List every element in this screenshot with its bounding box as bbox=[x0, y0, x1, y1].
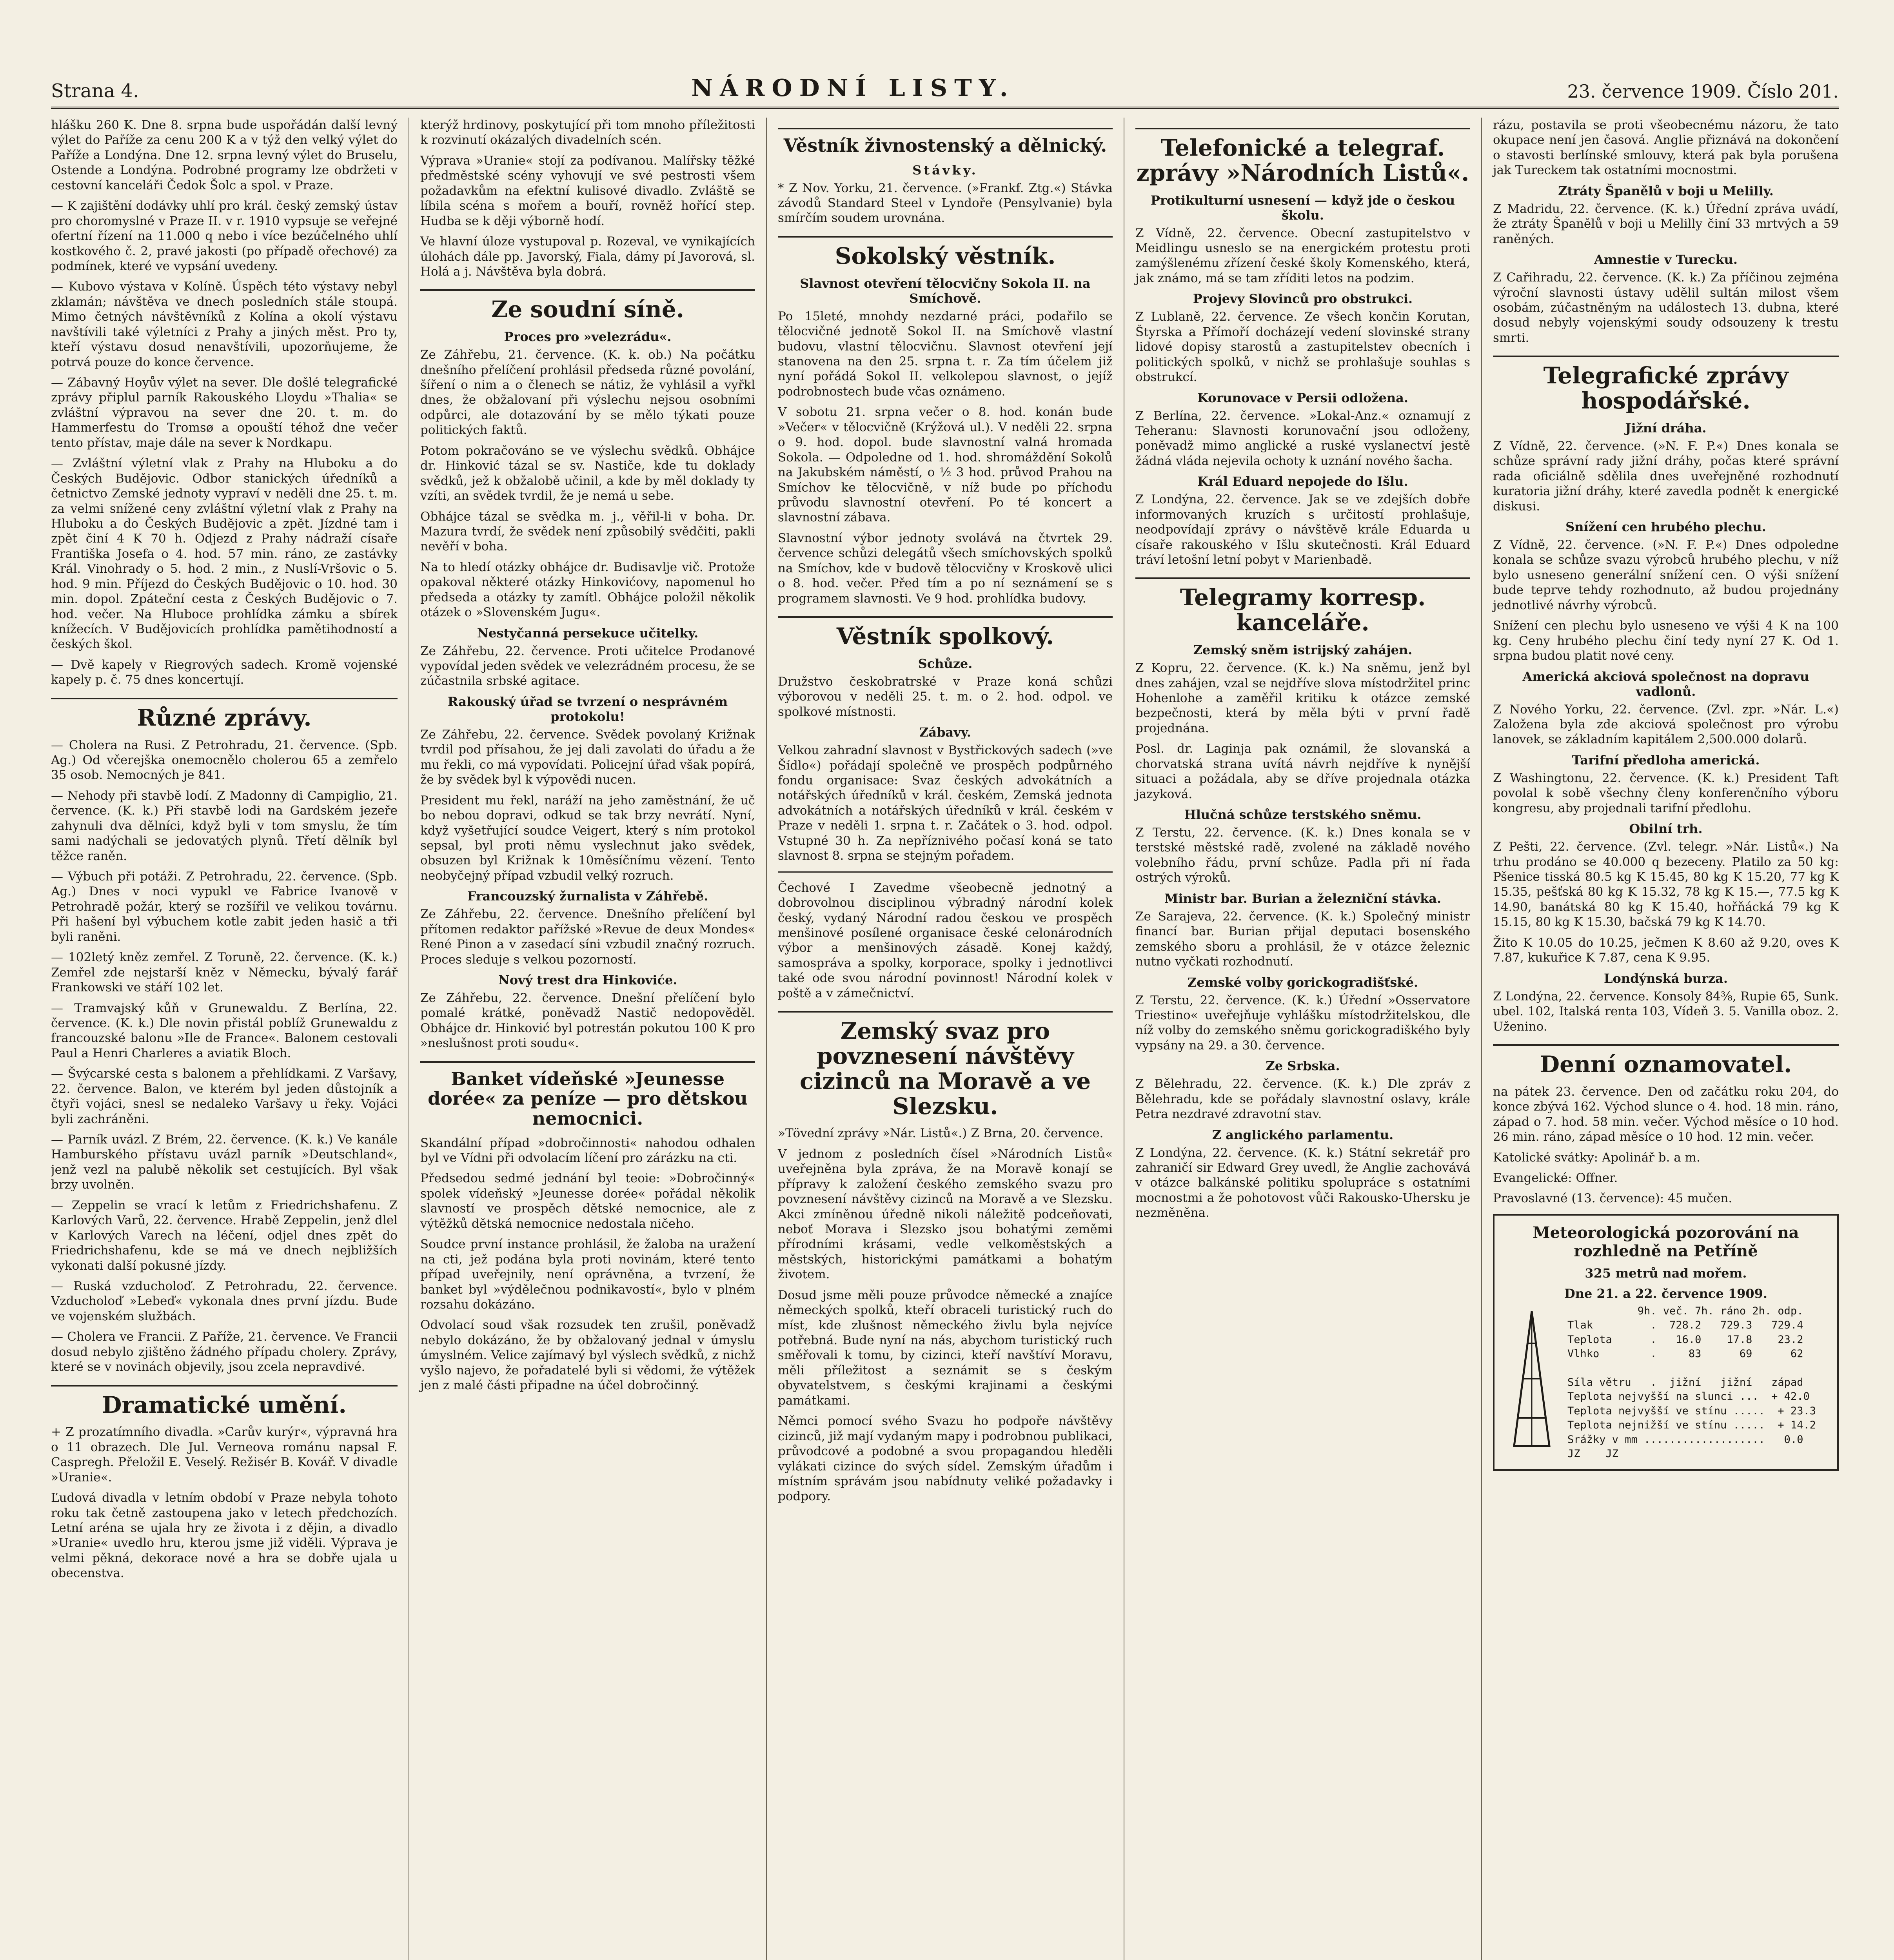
article-text: — K zajištění dodávky uhlí pro král. český zemský ústav pro choromyslné v Praze II. v r. 1910 vypsuje se veřejné ofertní řízení na 11.000 q nebo i více bezúčelného uhlí kostkového č. 2, pravé jakosti (po případě ořechové) za podmínek, které ve vypsání uvedeny. bbox=[51, 199, 398, 273]
article-text: V jednom z posledních čísel »Národních Listů« uveřejněna byla zpráva, že na Moravě konají se přípravy k založení českého zemského svazu pro povznesení návštěvy cizinců na Moravě a ve Slezsku. Akci zmíněnou úředně nikoli náležitě podceňovati, neboť Morava i Slezsko jsou bohatými zeměmi přírodními krásami, vedle velkoměstských a městských, historickými památkami a bohatým životem. bbox=[778, 1147, 1113, 1282]
article-text: hlášku 260 K. Dne 8. srpna bude uspořádán další levný výlet do Paříže za cenu 200 K a v týž den velký výlet do Paříže a Londýna. Dne 12. srpna levný výlet do Bruselu, Ostende a Londýna. Podrobné programy lze obdržeti v cestovní kanceláři Čedok Šolc a spol. v Praze. bbox=[51, 118, 398, 192]
subheading: Hlučná schůze terstského sněmu. bbox=[1184, 807, 1422, 822]
article-text: Ľudová divadla v letním období v Praze nebyla tohoto roku tak četně zastoupena jako v letech předchozích. Letní aréna se ujala hry ze života i z dějin, a divadlo »Uranie« uvedlo hru, kterou jsme již viděli. Výprava je velmi pěkná, dekorace nové a hra se dobře ujala u obecenstva. bbox=[51, 1491, 398, 1581]
article-text: Z Londýna, 22. července. Konsoly 84⅜, Rupie 65, Sunk. ubel. 102, Italská renta 103, Vídeň 3. 5. Vanilla oboz. 2. Uženino. bbox=[1493, 989, 1839, 1034]
article-text: Z Londýna, 22. července. Jak se ve zdejších dobře informovaných kruzích s určitostí prohlašuje, neodpovídají zprávy o návštěvě krále Eduarda u císaře rakouského v Išlu skutečnosti. Král Eduard tráví letošní letní pobyt v Marienbadě. bbox=[1135, 492, 1470, 567]
article-text: — Tramvajský kůň v Grunewaldu. Z Berlína, 22. července. (K. k.) Dle novin přistál poblíž Grunewaldu z francouzské balonu »Ile de France«. Balonem cestovali Paul a Henri Charleres a aviatik Bloch. bbox=[51, 1001, 398, 1060]
article-text: Z Vídně, 22. července. Obecní zastupitelstvo v Meidlingu usneslo se na energickém protestu proti zamýšlenému zřízení české školy Komenského, která, jak známo, má se tam zříditi letos na podzim. bbox=[1135, 226, 1470, 285]
masthead: NÁRODNÍ LISTY. bbox=[691, 74, 1015, 102]
article-text: kterýž hrdinovy, poskytující při tom mnoho příležitosti k rozvinutí okázalých divadelních scén. bbox=[420, 118, 755, 147]
section-heading-zemsky-svaz: Zemský svaz pro povznesení návštěvy cizinců na Moravě a ve Slezsku. bbox=[778, 1011, 1113, 1119]
article-text: V sobotu 21. srpna večer o 8. hod. konán bude »Večer« v tělocvičně (Krýžová ul.). V neděli 22. srpna o 9. hod. dopol. bude slavnostní valná hromada Sokola. — Odpoledne od 1. hod. shromáždění Sokolů na Jakubském náměstí, o ½ 3 hod. průvod Prahou na Smíchov ke tělocvičně, v níž bude po příchodu průvodu slavnostní otevření. Po té koncert a slavnostní zábava. bbox=[778, 405, 1113, 525]
subheading: Londýnská burza. bbox=[1604, 971, 1728, 986]
article-text: Žito K 10.05 do 10.25, ječmen K 8.60 až 9.20, oves K 7.87, kukuřice K 7.87, cena K 9.95. bbox=[1493, 935, 1839, 965]
subheading: Zemské volby gorickogradišťské. bbox=[1187, 975, 1418, 990]
meteorology-subtitle: 325 metrů nad mořem. bbox=[1585, 1265, 1747, 1281]
meteorology-box bbox=[1493, 1214, 1839, 1471]
article-text: Z Bělehradu, 22. července. (K. k.) Dle zpráv z Bělehradu, kde se pořádaly slavnostní oslavy, krále Petra nezdravé zdravotní stav. bbox=[1135, 1077, 1470, 1122]
article-text: Z Cařihradu, 22. července. (K. k.) Za příčinou zejména výroční slavnosti ústavy udělil sultán milost všem osobám, zúčastněným na událostech 13. dubna, které dosud nebyly vojenskými soudy odsouzeny k trestu smrti. bbox=[1493, 270, 1839, 345]
section-heading-korresp: Telegramy korresp. kanceláře. bbox=[1135, 577, 1470, 635]
weather-table: 9h. več. 7h. ráno 2h. odp. Tlak . 728.2 729.3 729.4 Teplota . 16.0 17.8 23.2 Vlhko . 83 69 62 Síla větru . jižní jižní západ Teplota nejvyšší na slunci ... + 42.0 Teplota nejvyšší ve stínu ..... + 23.3 Teplota nejnižší ve stínu ..... + 14.2 Srážky v mm ................... 0.0 bbox=[1567, 1305, 1816, 1446]
page-number: Strana 4. bbox=[51, 80, 139, 102]
article-text: Dosud jsme měli pouze průvodce německé a znajíce německých spolků, kteří obraceli turistický ruch do míst, kde zlušnost německého živlu byla nejvíce potřebná. Bude nyní na nás, abychom turistický ruch směřovali k tomu, by cizinci, kteří navštíví Moravu, měli příležitost a seznámit se s českým obyvatelstvem, s českými krajinami a českými památkami. bbox=[778, 1288, 1113, 1408]
article-text: Z Lublaně, 22. července. Ze všech končin Korutan, Štyrska a Přímoří docházejí vedení slovinské strany lidové dopisy starostů a zastupitelstev obecních i politických spolků, v nichž se prohlašuje souhlas s obstrukcí. bbox=[1135, 310, 1470, 385]
section-heading-spolkovy: Věstník spolkový. bbox=[778, 616, 1113, 649]
article-text: Družstvo českobratrské v Praze koná schůzi výborovou v neděli 25. t. m. o 2. hod. odpol. ve spolkové místnosti. bbox=[778, 674, 1113, 719]
subheading: Proces pro »velezrádu«. bbox=[504, 329, 672, 345]
article-text: Odvolací soud však rozsudek ten zrušil, poněvadž nebylo dokázáno, že by obžalovaný jednal v úmyslu úmyslném. Velice zajímavý byl výslech svědků, z nichž vyšlo najevo, že pořadatelé byli si vědomi, že výtěžek jen z malé části připadne na účel dobročinný. bbox=[420, 1318, 755, 1393]
lookout-tower-icon bbox=[1502, 1308, 1561, 1449]
subheading: Rakouský úřad se tvrzení o nesprávném protokolu! bbox=[447, 694, 728, 724]
subheading: Schůze. bbox=[918, 656, 973, 671]
subheading: Nový trest dra Hinkoviće. bbox=[498, 973, 677, 988]
article-text: President mu řekl, naráží na jeho zaměstnání, že uč bo nebou dopravi, odkud se tak brzy nevrátí. Nyní, když vyšetřující soudce Veigert, který s ním protokol sepsal, byl proti němu vyslechnut jako svědek, obsuzen byl Križnak k 10měsíčnímu vězení. Tento neobyčejný případ vzbudil velký rozruch. bbox=[420, 793, 755, 883]
article-text: Z Terstu, 22. července. (K. k.) Dnes konala se v terstské městské radě, zvolené na základě nového volebního řádu, první schůze. Padla při ní řada ostrých výroků. bbox=[1135, 826, 1470, 885]
article-text: * Z Nov. Yorku, 21. července. (»Frankf. Ztg.«) Stávka závodů Standard Steel v Lyndoře (Pensylvanie) byla smírčím soudem urovnána. bbox=[778, 181, 1113, 225]
article-text: — Cholera ve Francii. Z Paříže, 21. července. Ve Francii dosud nebylo zjištěno žádného případu cholery. Zprávy, které se v novinách objevily, jsou zcela nepravdivé. bbox=[51, 1330, 398, 1374]
article-text: Z Washingtonu, 22. července. (K. k.) President Taft povolal k sobě všechny členy konferenčního výboru kongresu, aby projednali tarifní předlohu. bbox=[1493, 771, 1839, 815]
article-text: Z Londýna, 22. července. (K. k.) Státní sekretář pro zahraničí sir Edward Grey uvedl, že Anglie zachovává v otázce balkánské politiku spolupráce s ostatními mocnostmi a že pohotovost vůči Rakousko-Uhersku je nezměněna. bbox=[1135, 1145, 1470, 1220]
meteorology-title: Meteorologická pozorování na rozhledně na Petříně bbox=[1533, 1223, 1799, 1260]
columns bbox=[51, 118, 1839, 1960]
subheading: Americká akciová společnost na dopravu vadlonů. bbox=[1522, 669, 1809, 699]
article-text: Z Vídně, 22. července. (»N. F. P.«) Dnes odpoledne konala se schůze svazu výrobců hrubého plechu, v níž bylo usneseno generální snížení cen. O výši snížení bude teprve tehdy rozhodnuto, až budou projednány jednotlivé návrhy výrobců. bbox=[1493, 538, 1839, 612]
article-text: — Parník uvázl. Z Brém, 22. července. (K. k.) Ve kanále Hamburského přístavu uvázl parník »Deutschland«, jenž vezl na palubě několik set cestujících. Byl však brzy uvolněn. bbox=[51, 1132, 398, 1192]
column-3 bbox=[766, 118, 1124, 1960]
article-text: Po 15leté, mnohdy nezdarné práci, podařilo se tělocvičné jednotě Sokol II. na Smíchově vlastní budovu, vlastní tělocvičnu. Slavnost otevření její stanovena na den 25. srpna t. r. Za tím účelem již nyní pořádá Sokol II. velkolepou slavnost, o jejíž podrobnostech bude včas oznámeno. bbox=[778, 309, 1113, 399]
article-dateline: »Tövední zprávy »Nár. Listů«.) Z Brna, 20. července. bbox=[778, 1126, 1104, 1141]
article-text: — Nehody při stavbě lodí. Z Madonny di Campiglio, 21. července. (K. k.) Při stavbě lodi na Gardském jezeře zahynuli dva dělníci, když byli v tom smyslu, že tím sami nadýchali se jedovatých plynů. Třetí dělník byl těžce raněn. bbox=[51, 788, 398, 863]
section-heading-telefonicke: Telefonické a telegraf. zprávy »Národních Listů«. bbox=[1135, 128, 1470, 186]
subheading: Snížení cen hrubého plechu. bbox=[1565, 519, 1766, 535]
article-text: Ve hlavní úloze vystupoval p. Rozeval, ve vynikajících úlohách dále pp. Javorský, Fiala, dámy pí Javorová, sl. Holá a j. Návštěva byla dobrá. bbox=[420, 234, 755, 279]
article-text: Ze Sarajeva, 22. července. (K. k.) Společný ministr financí bar. Burian přijal deputaci bosenského zemského sboru a prohlásil, že v otázce železnic nutno vyčkati rozhodnutí. bbox=[1135, 909, 1470, 969]
article-text: — Kubovo výstava v Kolíně. Úspěch této výstavy nebyl zklamán; návštěva ve dnech posledních stále stoupá. Mimo četných návštěvníků z Kolína a okolí výstavu navštívili také výletníci z Prahy a jiných měst. Pro ty, kteří výstavu dosud nenavštívili, upozorňujeme, že potrvá pouze do konce července. bbox=[51, 279, 398, 369]
divider bbox=[778, 871, 1113, 873]
article-text: Skandální případ »dobročinnosti« nahodou odhalen byl ve Vídni při odvolacím líčení pro zárázku na cti. bbox=[420, 1136, 755, 1165]
article-text: Z Vídně, 22. července. (»N. F. P.«) Dnes konala se schůze správní rady jižní dráhy, počas které správní rada oficiálně sdělila dnes uveřejněné rozhodnutí kuratoria jižní dráhy, které zavedla podnět k energické diskusi. bbox=[1493, 439, 1839, 514]
subheading: Nestyčanná persekuce učitelky. bbox=[477, 625, 699, 641]
article-text: Pravoslavné (13. července): 45 mučen. bbox=[1493, 1191, 1732, 1206]
article-text: — Zvláštní výletní vlak z Prahy na Hluboku a do Českých Budějovic. Odbor stanických úředníků a četnictvo Zemské jednoty vypraví v neděli dne 25. t. m. za velmi snížené ceny zvláštní výletní vlak z Prahy na Hluboku a do Českých Budějovic a zpět. Jízdné tam i zpět činí 4 K 70 h. Odjezd z Prahy nádraží císaře Františka Josefa o 4. hod. 57 min. ráno, ze zastávky Král. Vinohrady o 5. hod. 2 min., z Nuslí-Vršovic o 5. hod. 9 min. Příjezd do Českých Budějovic o 10. hod. 30 min. dopol. Zpáteční cesta z Českých Budějovic o 7. hod. večer. Na Hluboce prohlídka zámku a sbírek knížecích. V Budějovicích prohlídka pamětihodností a českých škol. bbox=[51, 456, 398, 652]
article-text: Obhájce tázal se svědka m. j., věřil-li v boha. Dr. Mazura tvrdí, že svědek není způsobilý svědčiti, pakli nevěří v boha. bbox=[420, 509, 755, 554]
article-text: — 102letý kněz zemřel. Z Toruně, 22. července. (K. k.) Zemřel zde nejstarší kněz v Německu, bývalý farář Frankowski ve stáří 102 let. bbox=[51, 950, 398, 995]
subheading: Král Eduard nepojede do Išlu. bbox=[1197, 474, 1408, 489]
article-text: Slavnostní výbor jednoty svolává na čtvrtek 29. července schůzi delegátů všech smíchovských spolků na Smíchov, kde v budově tělocvičny v Kroskově ulici o 8. hod. večer. Před tím a po ní seznámení se s programem slavnosti. Ve 9 hod. prohlídka budovy. bbox=[778, 531, 1113, 606]
wind-columns: JZ JZ bbox=[1567, 1448, 1619, 1460]
subheading: Francouzský žurnalista v Záhřebě. bbox=[467, 889, 708, 904]
article-text: — Výbuch při potáži. Z Petrohradu, 22. července. (Spb. Ag.) Dnes v noci vypukl ve Fabrice Ivanově v Petrohradě požár, který se rozšířil ve velikou továrnu. Při hašení byl výbuchem kotle zabit jeden hasič a tři byli raněni. bbox=[51, 869, 398, 944]
article-text: Soudce první instance prohlásil, že žaloba na uražení na cti, jež podána byla proti novinám, které tento případ uveřejnily, není oprávněna, a tvrzení, že banket byl »výdělečnou podnikavostí«, bylo v plném rozsahu dokázáno. bbox=[420, 1237, 755, 1312]
subheading: Slavnost otevření tělocvičny Sokola II. na Smíchově. bbox=[800, 276, 1091, 306]
article-text: Z Madridu, 22. července. (K. k.) Úřední zpráva uvádí, že ztráty Španělů v boji u Melilly činí 33 mrtvých a 59 raněných. bbox=[1493, 201, 1839, 246]
subheading: Zemský sněm istrijský zahájen. bbox=[1193, 642, 1413, 658]
article-text: Z Terstu, 22. července. (K. k.) Úřední »Osservatore Triestino« uveřejňuje vyhlášku místodržitelskou, dle níž volby do zemského sněmu gorickogradiškého byly vypsány na 29. a 30. července. bbox=[1135, 993, 1470, 1053]
article-text: Snížení cen plechu bylo usneseno ve výši 4 K na 100 kg. Ceny hrubého plechu činí tedy nyní 27 K. Od 1. srpna budou platit nové ceny. bbox=[1493, 619, 1839, 663]
article-text: na pátek 23. července. Den od začátku roku 204, do konce zbývá 162. Východ slunce o 4. hod. 18 min. ráno, západ o 7. hod. 58 min. večer. Východ měsíce o 10 hod. 26 min. ráno, západ měsíce o 10 hod. 12 min. večer. bbox=[1493, 1084, 1839, 1144]
article-text: Z Pešti, 22. července. (Zvl. telegr. »Nár. Listů«.) Na trhu prodáno se 40.000 q bezeceny. Platilo za 50 kg: Pšenice tisská 80.5 kg K 15.45, 80 kg K 15.20, 77 kg K 15.35, pešťská 80 kg K 15.32, 78 kg K 15.—, 77.5 kg K 14.90, banátská 80 kg K 15.40, hořňácká 79 kg K 15.15, 80 kg K 15.30, bačská 79 kg K 14.70. bbox=[1493, 840, 1839, 929]
subheading: Obilní trh. bbox=[1629, 821, 1703, 837]
article-text: — Zábavný Hoyův výlet na sever. Dle došlé telegrafické zprávy připlul parník Rakouského Lloydu »Thalia« se zvláštní výpravou na sever dne 20. t. m. do Hammerfestu do Tromsø a opouští téhož dne večer tento přístav, maje dále na sever k Nordkapu. bbox=[51, 376, 398, 450]
article-text: Katolické svátky: Apolinář b. a m. bbox=[1493, 1150, 1700, 1165]
article-text: Němci pomocí svého Svazu ho podpoře návštěvy cizinců, již mají vydaným mapy i podrobnou publikaci, průvodcové a podobné a svou propagandou hleděli vylákati cizince do svých sídel. Zemským úřadům i místním správám jsou nabídnuty veliké požadavky i podpory. bbox=[778, 1414, 1113, 1504]
column-5 bbox=[1481, 118, 1839, 1960]
subheading: Tarifní předloha americká. bbox=[1572, 752, 1760, 768]
section-heading-sokolsky: Sokolský věstník. bbox=[778, 236, 1113, 269]
article-text: Ze Záhřebu, 22. července. Svědek povolaný Križnak tvrdil pod přísahou, že jej dali zavolati do úřadu a že mu řekli, co má vypovídati. Policejní úřad však popírá, že by svědek byl k výpovědi nucen. bbox=[420, 727, 755, 787]
section-heading-ruzne: Různé zprávy. bbox=[51, 698, 398, 731]
subheading: Stávky. bbox=[912, 162, 978, 178]
article-text: Na to hledí otázky obhájce dr. Budisavlje vič. Protože opakoval některé otázky Hinkovićovy, napomenul ho předseda a otázky ty zamítl. Obhájce položil několik otázek o »Slovenském Jugu«. bbox=[420, 560, 755, 620]
article-text: — Švýcarské cesta s balonem a přehlídkami. Z Varšavy, 22. července. Balon, ve kterém byl jeden důstojník a čtyři vojáci, snesl se nedaleko Varšavy u řeky. Vojáci byli zachráněni. bbox=[51, 1067, 398, 1126]
section-heading-soudni: Ze soudní síně. bbox=[420, 289, 755, 322]
article-text: Předsedou sedmé jednání byl teoie: »Dobročinný« spolek vídeňský »Jeunesse dorée« pořádal několik slavností ve prospěch dětské nemocnice, ale z výtěžků dětská nemocnice nedostala ničeho. bbox=[420, 1171, 755, 1231]
section-heading-banket: Banket vídeňské »Jeunesse dorée« za peníze — pro dětskou nemocnici. bbox=[420, 1061, 755, 1129]
article-text: Z Berlína, 22. července. »Lokal-Anz.« oznamují z Teheranu: Slavnosti korunovační jsou odloženy, poněvadž mimo anglické a ruské vyslanectví jestě žádná vláda nejevila ochoty k uznání nového šacha. bbox=[1135, 408, 1470, 468]
subheading: Ze Srbska. bbox=[1266, 1058, 1340, 1074]
meteorology-body bbox=[1502, 1304, 1829, 1461]
article-text: — Zeppelin se vrací k letům z Friedrichshafenu. Z Karlových Varů, 22. července. Hrabě Zeppelin, jenž dlel v Karlových Varech na léčení, odjel dnes zpět do Friedrichshafenu, kde se má ve dnech nejbližších vykonati další pokusné jízdy. bbox=[51, 1198, 398, 1273]
article-text: + Z prozatímního divadla. »Carův kurýr«, výpravná hra o 11 obrazech. Dle Jul. Verneova románu napsal F. Caspregh. Přeložil E. Veselý. Režisér B. Kovář. V divadle »Uranie«. bbox=[51, 1425, 398, 1485]
article-text: — Ruská vzducholoď. Z Petrohradu, 22. července. Vzducholoď »Lebeď« vykonala dnes první jízdu. Bude ve vojenském službách. bbox=[51, 1279, 398, 1323]
column-1 bbox=[51, 118, 409, 1960]
article-text: Ze Záhřebu, 22. července. Dnešní přelíčení bylo pomalé krátké, poněvadž Nastič nedopověděl. Obhájce dr. Hinković byl potrestán pokutou 100 K pro »neslušnost proti soudu«. bbox=[420, 991, 755, 1051]
article-text: Posl. dr. Laginja pak oznámil, že slovanská a chorvatská strana uvítá návrh nejdříve k nynější situaci a požádala, aby se dříve projednala otázka jazyková. bbox=[1135, 742, 1470, 801]
subheading: Zábavy. bbox=[919, 725, 971, 740]
article-text: Výprava »Uranie« stojí za podívanou. Malířsky těžké předměstské scény vyhovují ve své pestrosti všem požadavkům na efektní kulisové divadlo. Zvláště se líbila scéna s mořem a bouří, rovněž hořící step. Hudba se k ději výborně hodí. bbox=[420, 153, 755, 228]
article-text: Velkou zahradní slavnost v Bystřickových sadech (»ve Šídlo«) pořádají společně ve prospěch podpůrného fondu organisace: Svaz českých advokátních a notářských úředníků v král. českém, Zemská jednota advokátních a notářských úředníků v král. českém v Praze v neděli 1. srpna t. r. Začátek o 3. hod. odpol. Vstupné 30 h. Za nepříznivého počasí koná se tato slavnost 8. srpna se stejným pořadem. bbox=[778, 743, 1113, 863]
subheading: Ministr bar. Burian a železniční stávka. bbox=[1164, 891, 1442, 906]
subheading: Amnestie v Turecku. bbox=[1594, 252, 1738, 267]
subheading: Z anglického parlamentu. bbox=[1212, 1127, 1394, 1142]
subheading: Korunovace v Persii odložena. bbox=[1197, 390, 1408, 405]
section-heading-hospodarske: Telegrafické zprávy hospodářské. bbox=[1493, 356, 1839, 414]
column-2 bbox=[409, 118, 766, 1960]
section-heading-drama: Dramatické umění. bbox=[51, 1385, 398, 1418]
article-text: Z Nového Yorku, 22. července. (Zvl. zpr. »Nár. L.«) Založena byla zde akciová společnost pro výrobu lanovek, se základním kapitálem 2,500.000 dolarů. bbox=[1493, 702, 1839, 747]
subheading: Projevy Slovinců pro obstrukci. bbox=[1193, 291, 1413, 307]
subheading: Protikulturní usnesení — když jde o českou školu. bbox=[1150, 192, 1455, 223]
section-heading-zivnostensky: Věstník živnostenský a dělnický. bbox=[778, 128, 1113, 156]
article-text: Ze Záhřebu, 22. července. Dnešního přelíčení byl přítomen redaktor pařížské »Revue de deux Mondes« René Pinon a v zasedací síni vzbudil značný rozruch. Proces sleduje s velkou pozorností. bbox=[420, 907, 755, 967]
article-text: Potom pokračováno se ve výslechu svědků. Obhájce dr. Hinković tázal se sv. Nastiče, kde tu doklady svědků, jež k obžalobě učinil, a kde by měl doklady ty vzíti, an svědek tvrdil, že je nemá u sebe. bbox=[420, 443, 755, 503]
date-issue: 23. července 1909. Číslo 201. bbox=[1567, 81, 1839, 102]
article-text: Evangelické: Offner. bbox=[1493, 1171, 1618, 1185]
column-4 bbox=[1124, 118, 1481, 1960]
article-text: Ze Záhřebu, 22. července. Proti učitelce Prodanové vypovídal jeden svědek ve velezrádném procesu, že se zúčastnila srbské agitace. bbox=[420, 644, 755, 688]
article-text: Čechové I Zavedme všeobecně jednotný a dobrovolnou disciplinou výbradný národní kolek český, vydaný Národní radou českou ve prospěch menšinové posílené organisace české celonárodních výbor a menšinových zásadě. Konej každý, samospráva a spolky, korporace, spolky i jednotlivci také ode svou národní povinnost! Národní kolek v poště a v zámečnictví. bbox=[778, 880, 1113, 1000]
meteorology-data bbox=[1567, 1304, 1829, 1461]
article-text: — Dvě kapely v Riegrových sadech. Kromě vojenské kapely p. č. 75 dnes koncertují. bbox=[51, 657, 398, 687]
section-heading-denni: Denní oznamovatel. bbox=[1493, 1044, 1839, 1077]
page-header bbox=[51, 74, 1839, 109]
subheading: Ztráty Španělů v boji u Melilly. bbox=[1558, 183, 1774, 198]
article-text: — Cholera na Rusi. Z Petrohradu, 21. července. (Spb. Ag.) Od včerejška onemocnělo cholerou 65 a zemřelo 35 osob. Nemocných je 841. bbox=[51, 738, 398, 782]
article-text: Z Kopru, 22. července. (K. k.) Na sněmu, jenž byl dnes zahájen, vzal se nejdříve slova místodržitel princ Hohenlohe a zaměřil kritiku k otázce zemské bezpečnosti, která by měla býti v první řadě projednána. bbox=[1135, 661, 1470, 735]
article-text: Ze Záhřebu, 21. července. (K. k. ob.) Na počátku dnešního přelíčení prohlásil předseda různé povolání, šíření o nim a o členech se nátiz, že vyhlásil a vyřkl dnes, že obžalovaní při výslechu nejsou osobními odpůrci, ale dotazování by se mělo týkati pouze politických faktů. bbox=[420, 348, 755, 437]
subheading: Jižní dráha. bbox=[1625, 420, 1707, 436]
article-text: rázu, postavila se proti všeobecnému názoru, že tato okupace není jen časová. Anglie přiznává na dokončení o stavosti berlínské smlouvy, která pak byla porušena jak Tureckem tak ostatními mocnostmi. bbox=[1493, 118, 1839, 178]
meteorology-date: Dne 21. a 22. července 1909. bbox=[1564, 1286, 1768, 1301]
